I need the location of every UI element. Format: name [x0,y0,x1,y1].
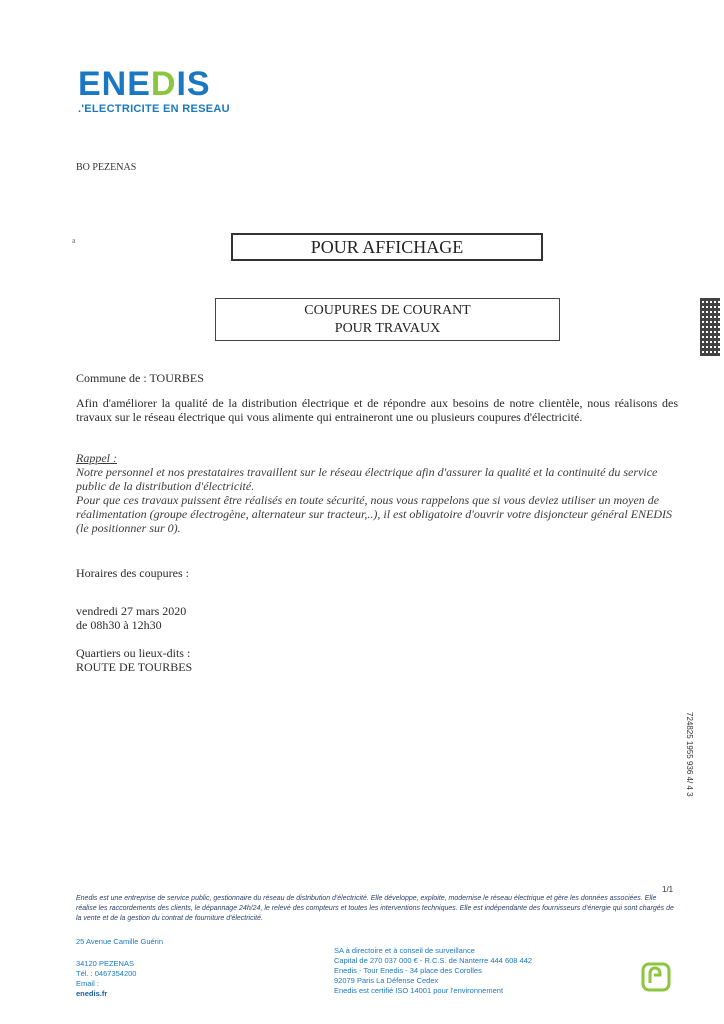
quartiers-value: ROUTE DE TOURBES [76,660,193,674]
page-number: 1/1 [662,885,674,894]
datamatrix-code [700,298,720,356]
corporate-line-3: Enedis - Tour Enedis - 34 place des Corolles [334,966,482,975]
address-email: Email : [76,979,99,988]
enedis-logo [78,66,238,115]
address-city: 34120 PEZENAS [76,959,134,968]
intro-paragraph: Afin d'améliorer la qualité de la distribution électrique et de répondre aux besoins de notre clientèle, nous réalisons des travaux sur le réseau électrique qui vous alimente qui entraineront une ou plusieurs coupures d'électricité. [76,396,678,424]
side-code: 724825 1955 936 4/ 4 3 [685,712,694,797]
outage-schedule [76,604,186,632]
outage-date: vendredi 27 mars 2020 [76,604,187,618]
logo-wordmark: ENEDIS [78,65,211,103]
corporate-line-1: SA à directoire et à conseil de surveillance [334,946,475,955]
quartiers-section [76,646,192,674]
commune-line: Commune de : TOURBES [76,371,204,385]
corporate-info [334,946,532,996]
eco-label-icon [641,962,671,992]
scan-mark: a [72,236,76,245]
rappel-section [76,451,686,535]
subject-line-2: POUR TRAVAUX [334,321,441,336]
horaires-label: Horaires des coupures : [76,566,189,580]
subject-line-1: COUPURES DE COURANT [304,303,471,318]
corporate-line-2: Capital de 270 037 000 € - R.C.S. de Nanterre 444 608 442 [334,956,533,965]
corporate-line-5: Enedis est certifié ISO 14001 pour l'environnement [334,986,504,995]
rappel-paragraph-2: Pour que ces travaux puissent être réalisés en toute sécurité, nous vous rappelons que si vous deviez utiliser un moyen de réalimentation (groupe électrogène, alternateur sur tracteur,..), il est obligatoire d'ouvrir votre disjoncteur général ENEDIS (le positionner sur 0). [76,493,673,535]
outage-time: de 08h30 à 12h30 [76,618,162,632]
notice-title-box [231,233,543,261]
website-link[interactable]: enedis.fr [76,989,108,998]
legal-notice: Enedis est une entreprise de service public, gestionnaire du réseau de distribution d'électricité. Elle développe, exploite, modernise le réseau électrique et gère les données associées. Elle réalise les raccordements des clients, le dépannage 24h/24, le relevé des compteurs et toutes les interventions techniques. Elle est indépendante des fournisseurs d'énergie qui sont chargés de la vente et de la gestion du contrat de fourniture d'électricité. [76,895,674,922]
rappel-title: Rappel : [76,451,117,465]
office-address [76,937,163,999]
address-tel: Tél. : 0467354200 [76,969,137,978]
office-name: BO PEZENAS [76,162,137,173]
logo-tagline: .'ELECTRICITE EN RESEAU [78,103,230,115]
notice-title: POUR AFFICHAGE [310,237,464,257]
quartiers-label: Quartiers ou lieux-dits : [76,646,191,660]
rappel-paragraph-1: Notre personnel et nos prestataires travaillent sur le réseau électrique afin d'assurer la qualité et la continuité du service public de la distribution d'électricité. [76,465,658,493]
subject-box [215,298,560,341]
address-street: 25 Avenue Camille Guérin [76,937,163,946]
corporate-line-4: 92079 Paris La Défense Cedex [334,976,439,985]
